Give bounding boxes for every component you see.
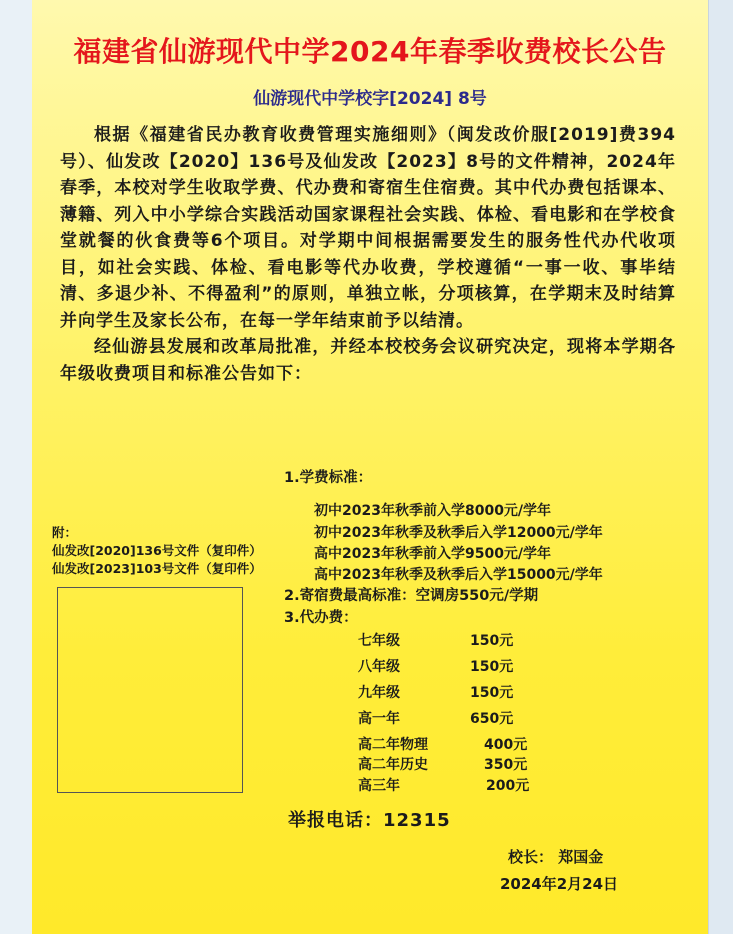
agency-grade: 七年级 [358,633,400,649]
document-number: 仙游现代中学校字[2024] 8号 [253,89,487,109]
agency-amount: 650元 [470,711,514,727]
agency-fee-row [358,734,527,754]
agency-amount: 150元 [470,633,514,649]
tuition-line: 初中2023年秋季前入学8000元/学年 [314,503,552,519]
principal-signature: 校长： 郑国金 [508,848,604,866]
viewer-side-strip [708,0,733,934]
agency-amount: 150元 [470,659,514,675]
body-paragraph: 经仙游县发展和改革局批准，并经本校校务会议研究决定，现将本学期各年级收费项目和标准公告如下： [60,337,676,384]
agency-grade: 高三年 [358,778,400,794]
agency-grade: 九年级 [358,685,400,701]
agency-fee-row [358,708,513,728]
agency-fee-row [358,630,513,650]
boarding-fee: 2.寄宿费最高标准：空调房550元/学期 [284,588,539,604]
tuition-line: 高中2023年秋季及秋季后入学15000元/学年 [314,567,603,583]
agency-grade: 八年级 [358,659,400,675]
report-hotline: 举报电话：12315 [288,810,451,831]
attachment-file: 仙发改[2023]103号文件（复印件） [52,561,262,576]
tuition-line: 初中2023年秋季及秋季后入学12000元/学年 [314,525,603,541]
agency-amount: 200元 [486,778,530,794]
notice-poster [32,0,708,934]
agency-amount: 150元 [470,685,514,701]
agency-amount: 400元 [484,737,528,753]
notice-body [60,122,676,387]
agency-amount: 350元 [484,757,528,773]
tuition-line: 高中2023年秋季前入学9500元/学年 [314,546,552,562]
attachment-list [52,524,262,578]
notice-title: 福建省仙游现代中学2024年春季收费校长公告 [73,35,667,68]
agency-fee-row [358,682,513,702]
attachment-label: 附： [52,525,78,540]
notice-date: 2024年2月24日 [500,875,619,893]
tuition-heading: 1.学费标准： [284,470,373,486]
attachment-file: 仙发改[2020]136号文件（复印件） [52,543,262,558]
agency-fee-heading: 3.代办费： [284,610,358,626]
body-paragraph: 根据《福建省民办教育收费管理实施细则》（闽发改价服[2019]费394号）、仙发改【2020】136号及仙发改【2023】8号的文件精神，2024年春季，本校对学生收取学费、代办费和寄宿生住宿费。其中代办费包括课本、薄籍、列入中小学综合实践活动国家课程社会实践、体检、看电影和在学校食堂就餐的伙食费等6个项目。对学期中间根据需要发生的服务性代办代收项目，如社会实践、体检、看电影等代办收费，学校遵循“一事一收、事毕结清、多退少补、不得盈利”的原则，单独立帐，分项核算，在学期末及时结算并向学生及家长公布，在每一学年结束前予以结清。 [60,125,676,331]
attachment-image-placeholder [57,587,243,793]
agency-fee-row [358,656,513,676]
agency-fee-row [358,754,527,774]
agency-grade: 高一年 [358,711,400,727]
agency-grade: 高二年历史 [358,757,428,773]
agency-grade: 高二年物理 [358,737,428,753]
agency-fee-row [358,775,529,795]
